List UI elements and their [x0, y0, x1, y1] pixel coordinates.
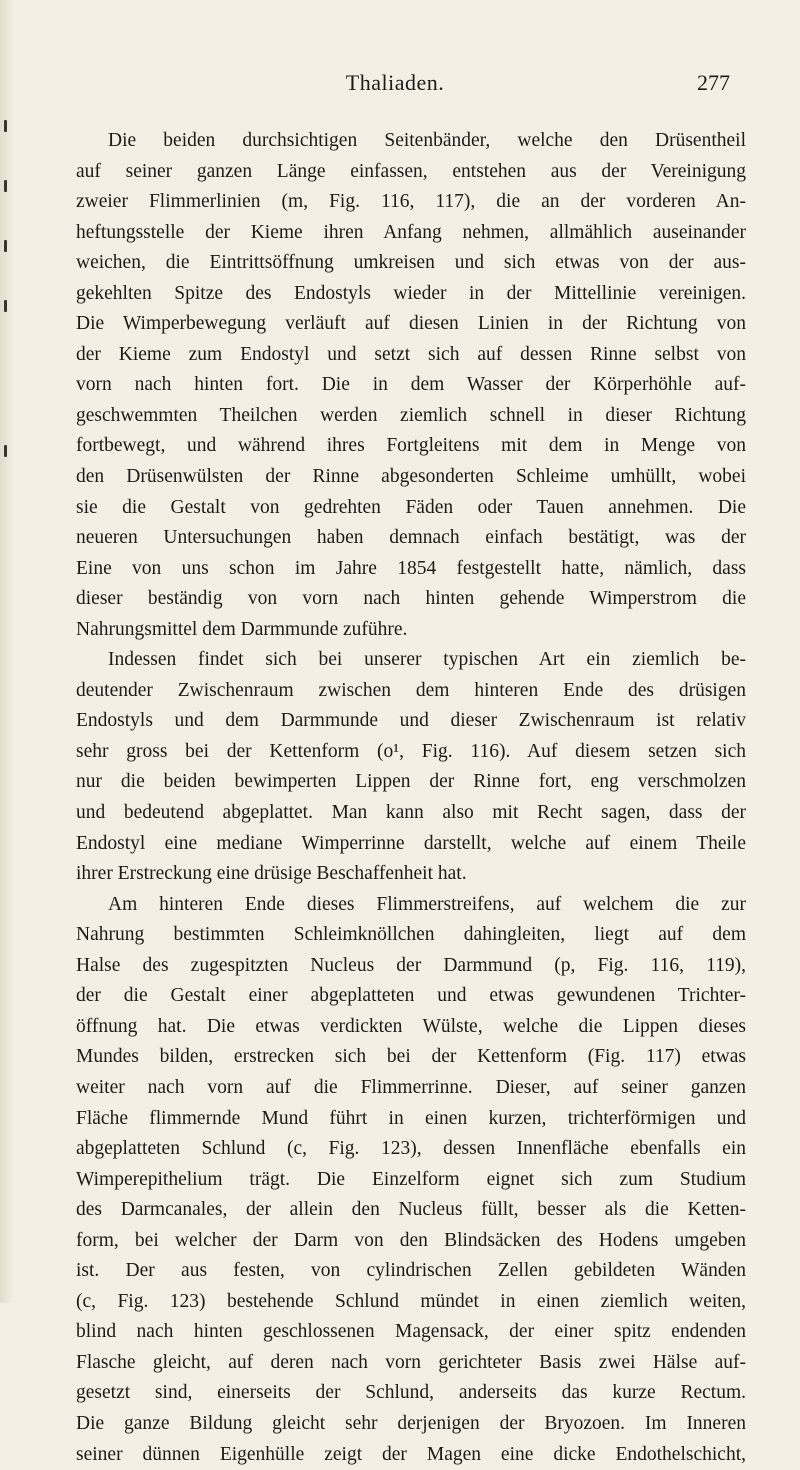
text-line: abgeplatteten Schlund (c, Fig. 123), dessen Innenfläche ebenfalls ein [76, 1138, 746, 1160]
page-edge-shadow [0, 0, 14, 1303]
edge-mark [4, 445, 7, 457]
text-line: (c, Fig. 123) bestehende Schlund mündet in einen ziemlich weiten, [76, 1290, 746, 1312]
text-line: auf seiner ganzen Länge einfassen, entstehen aus der Vereinigung [76, 160, 746, 182]
text-line: Mundes bilden, erstrecken sich bei der Kettenform (Fig. 117) etwas [76, 1046, 746, 1068]
text-line: Die beiden durchsichtigen Seitenbänder, welche den Drüsentheil [108, 130, 746, 151]
text-line: Die Wimperbewegung verläuft auf diesen Linien in der Richtung von [76, 313, 746, 335]
text-line: ihrer Erstreckung eine drüsige Beschaffenheit hat. [76, 863, 467, 885]
text-line: Die ganze Bildung gleicht sehr derjenigen der Bryozoen. Im Inneren [76, 1412, 746, 1434]
text-line: und bedeutend abgeplattet. Man kann also mit Recht sagen, dass der [76, 802, 746, 824]
text-line: des Darmcanales, der allein den Nucleus füllt, besser als die Ketten- [76, 1199, 746, 1221]
text-line: Am hinteren Ende dieses Flimmerstreifens, auf welchem die zur [108, 893, 746, 915]
edge-mark [4, 180, 7, 192]
text-line: Flasche gleicht, auf deren nach vorn gerichteter Basis zwei Hälse auf- [76, 1351, 746, 1373]
text-line: vorn nach hinten fort. Die in dem Wasser der Körperhöhle auf- [76, 374, 746, 396]
text-line: öffnung hat. Die etwas verdickten Wülste, welche die Lippen dieses [76, 1015, 746, 1037]
text-line: Indessen findet sich bei unserer typischen Art ein ziemlich be- [108, 649, 746, 671]
text-line: zweier Flimmerlinien (m, Fig. 116, 117), die an der vorderen An- [76, 191, 746, 213]
text-line: blind nach hinten geschlossenen Magensack, der einer spitz endenden [76, 1321, 746, 1343]
edge-mark [4, 300, 7, 312]
text-line: der die Gestalt einer abgeplatteten und etwas gewundenen Trichter- [76, 985, 746, 1007]
page-header [60, 70, 730, 104]
text-line: seiner dünnen Eigenhülle zeigt der Magen eine dicke Endothelschicht, [76, 1443, 746, 1465]
text-line: den Drüsenwülsten der Rinne abgesonderten Schleime umhüllt, wobei [76, 466, 746, 488]
edge-mark [4, 240, 7, 252]
text-line: dieser beständig von vorn nach hinten gehende Wimperstrom die [76, 588, 746, 610]
text-line: sehr gross bei der Kettenform (o¹, Fig. 116). Auf diesem setzen sich [76, 740, 746, 762]
text-line: gekehlten Spitze des Endostyls wieder in der Mittellinie vereinigen. [76, 282, 746, 304]
text-line: Fläche flimmernde Mund führt in einen kurzen, trichterförmigen und [76, 1107, 746, 1129]
text-line: der Kieme zum Endostyl und setzt sich auf dessen Rinne selbst von [76, 343, 746, 365]
text-line: Nahrungsmittel dem Darmmunde zuführe. [76, 618, 408, 640]
text-line: Endostyls und dem Darmmunde und dieser Zwischenraum ist relativ [76, 710, 746, 732]
edge-mark [4, 120, 7, 132]
text-line: weichen, die Eintrittsöffnung umkreisen und sich etwas von der aus- [76, 252, 746, 274]
text-line: sie die Gestalt von gedrehten Fäden oder Tauen annehmen. Die [76, 496, 746, 518]
text-line: form, bei welcher der Darm von den Blindsäcken des Hodens umgeben [76, 1229, 746, 1251]
page-number: 277 [697, 70, 730, 95]
text-line: neueren Untersuchungen haben demnach einfach bestätigt, was der [76, 527, 746, 549]
text-line: deutender Zwischenraum zwischen dem hinteren Ende des drüsigen [76, 679, 746, 701]
text-line: Nahrung bestimmten Schleimknöllchen dahingleiten, liegt auf dem [76, 924, 746, 946]
text-line: Endostyl eine mediane Wimperrinne darstellt, welche auf einem Theile [76, 832, 746, 854]
text-line: Eine von uns schon im Jahre 1854 festgestellt hatte, nämlich, dass [76, 557, 746, 579]
text-line: gesetzt sind, einerseits der Schlund, anderseits das kurze Rectum. [76, 1382, 746, 1404]
text-line: fortbewegt, und während ihres Fortgleitens mit dem in Menge von [76, 435, 746, 457]
running-title: Thaliaden. [345, 70, 445, 95]
text-line: ist. Der aus festen, von cylindrischen Zellen gebildeten Wänden [76, 1260, 746, 1282]
text-line: Halse des zugespitzten Nucleus der Darmmund (p, Fig. 116, 119), [76, 954, 746, 976]
text-line: geschwemmten Theilchen werden ziemlich schnell in dieser Richtung [76, 404, 746, 426]
text-line: weiter nach vorn auf die Flimmerrinne. Dieser, auf seiner ganzen [76, 1076, 746, 1098]
text-line: Wimperepithelium trägt. Die Einzelform eignet sich zum Studium [76, 1168, 746, 1190]
body-text [76, 126, 746, 1470]
text-line: nur die beiden bewimperten Lippen der Rinne fort, eng verschmolzen [76, 771, 746, 793]
text-line: heftungsstelle der Kieme ihren Anfang nehmen, allmählich auseinander [76, 221, 746, 243]
